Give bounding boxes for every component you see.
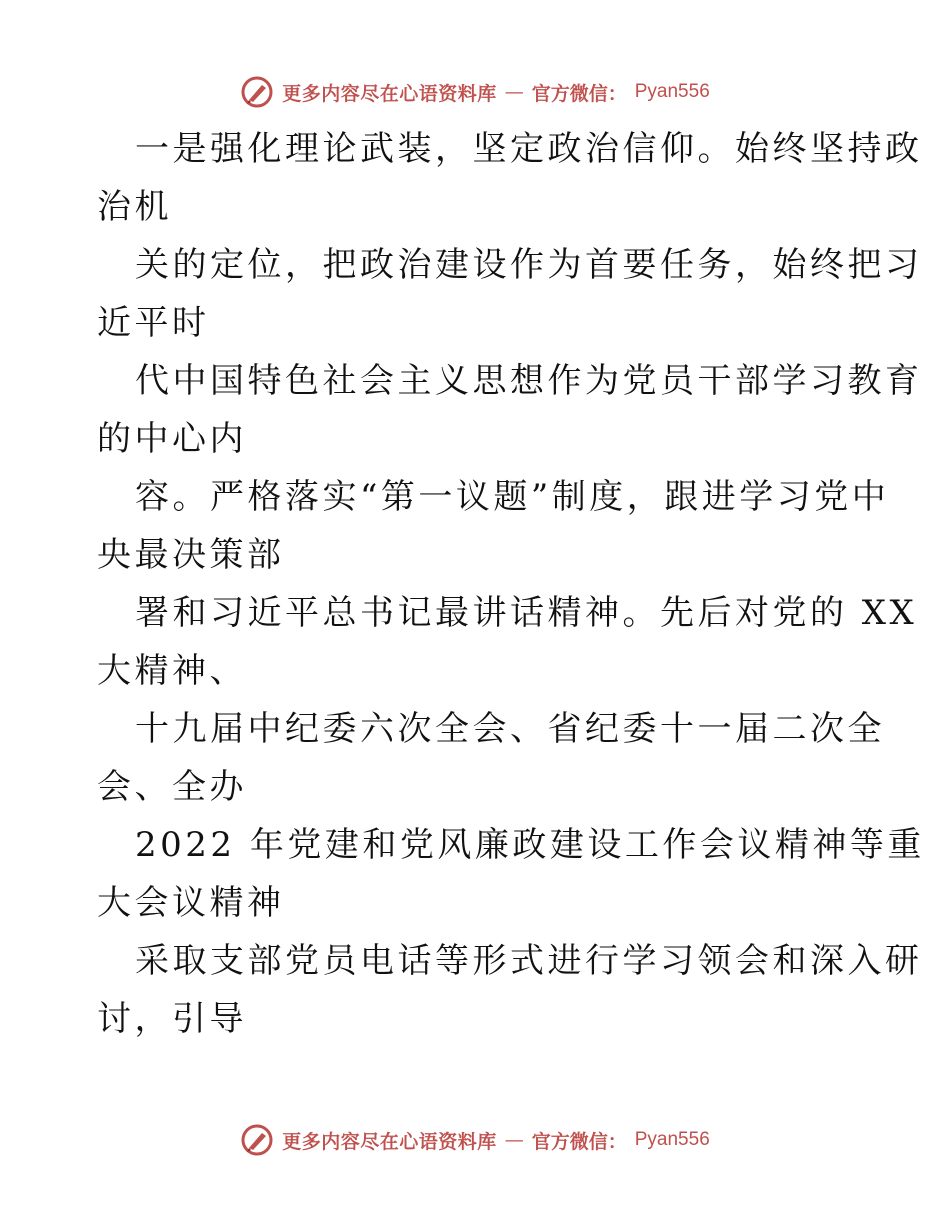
text-line: 央最决策部	[97, 535, 285, 575]
watermark-wechat-id: Pyan556	[634, 81, 710, 102]
pen-logo-icon	[240, 75, 274, 109]
text-line: 十九届中纪委六次全会、省纪委十一届二次全	[135, 709, 885, 749]
text-line: 大会议精神	[97, 883, 285, 923]
watermark-wechat-id: Pyan556	[634, 1129, 710, 1150]
watermark-dash: —	[504, 81, 524, 103]
pen-logo-icon	[240, 1123, 274, 1157]
text-line: 会、全办	[97, 767, 247, 807]
text-line: 治机	[97, 187, 172, 227]
document-body	[97, 120, 925, 1048]
text-line: 代中国特色社会主义思想作为党员干部学习教育	[135, 361, 923, 401]
footer-watermark	[0, 1120, 950, 1160]
text-line: 署和习近平总书记最讲话精神。先后对党的 XX	[135, 593, 918, 633]
text-line: 2022 年党建和党风廉政建设工作会议精神等重	[135, 825, 925, 865]
text-line: 采取支部党员电话等形式进行学习领会和深入研	[135, 941, 923, 981]
text-line: 关的定位，把政治建设作为首要任务，始终把习	[135, 245, 923, 285]
text-line: 一是强化理论武装，坚定政治信仰。始终坚持政	[135, 129, 923, 169]
watermark-text: 更多内容尽在心语资料库	[282, 82, 497, 105]
text-line: 大精神、	[97, 651, 247, 691]
text-line: 讨，引导	[97, 999, 247, 1039]
watermark-dash: —	[504, 1129, 524, 1151]
watermark-wechat-label: 官方微信：	[531, 1130, 627, 1153]
header-watermark	[0, 72, 950, 112]
text-line: 容。严格落实“第一议题”制度，跟进学习党中	[135, 477, 890, 517]
text-line: 的中心内	[97, 419, 247, 459]
text-line: 近平时	[97, 303, 210, 343]
watermark-wechat-label: 官方微信：	[531, 82, 627, 105]
watermark-text: 更多内容尽在心语资料库	[282, 1130, 497, 1153]
